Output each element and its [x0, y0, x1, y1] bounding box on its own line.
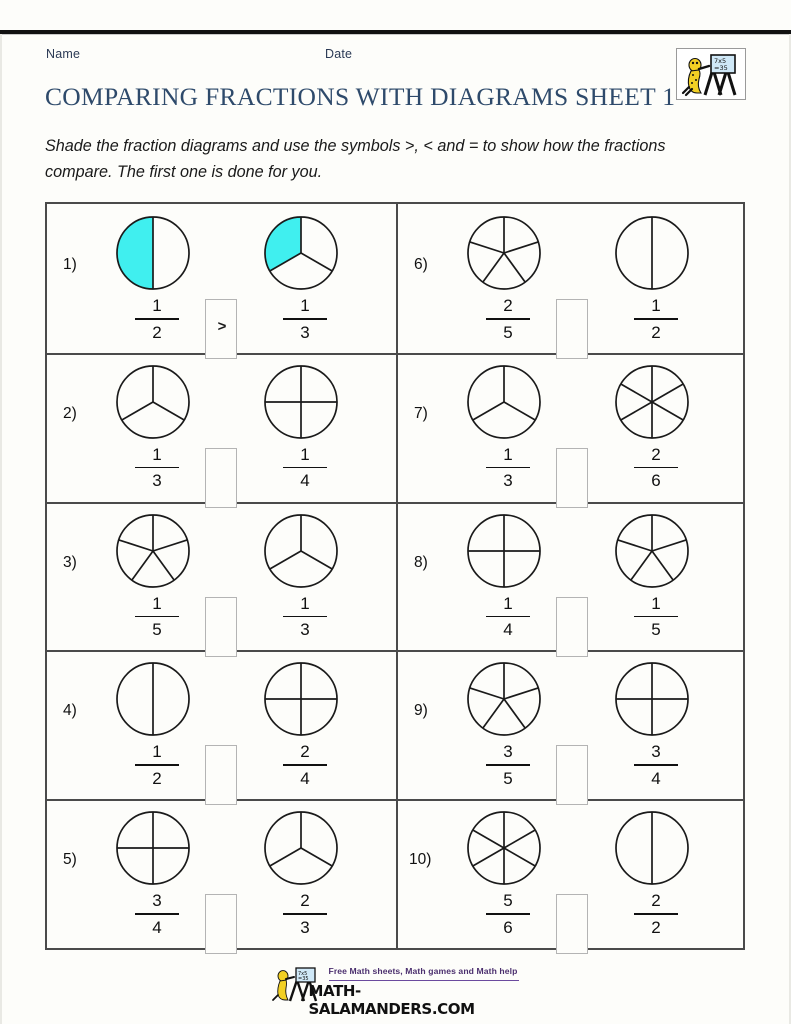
fraction-bar: [135, 913, 179, 915]
fraction-numerator: 3: [651, 742, 661, 762]
pie-chart-right[interactable]: [612, 362, 692, 442]
questions-grid: [45, 202, 745, 950]
question-cell: [398, 799, 747, 948]
fraction-label-left: [478, 892, 538, 936]
fraction-bar: [634, 764, 678, 766]
fraction-diagram-right[interactable]: [261, 511, 341, 596]
fraction-diagram-left[interactable]: [113, 659, 193, 744]
pie-chart-left[interactable]: [113, 362, 193, 442]
fraction-numerator: 2: [651, 891, 661, 911]
comparison-answer-box[interactable]: [205, 299, 237, 359]
pie-divider: [122, 402, 153, 420]
fraction-bar: [634, 467, 678, 469]
pie-divider: [301, 848, 332, 866]
fraction-denominator: 3: [503, 471, 513, 491]
fraction-diagram-right[interactable]: [261, 362, 341, 447]
pie-divider: [504, 848, 535, 866]
fraction-bar: [486, 467, 530, 469]
comparison-answer-box[interactable]: [556, 448, 588, 508]
fraction-label-left: [127, 892, 187, 936]
question-number: 6): [414, 256, 428, 273]
pie-chart-right[interactable]: [261, 362, 341, 442]
fraction-bar: [283, 616, 327, 618]
fraction-denominator: 3: [300, 917, 310, 937]
pie-divider: [473, 830, 504, 848]
fraction-numerator: 1: [152, 742, 162, 762]
fraction-numerator: 2: [503, 296, 513, 315]
fraction-label-left: [478, 743, 538, 787]
instructions-text: Shade the fraction diagrams and use the symbols >, < and = to show how the fractions compare. The first one is done for you.: [45, 137, 666, 182]
question-number: 5): [63, 851, 77, 869]
fraction-label-right: [626, 892, 686, 936]
fraction-bar: [283, 467, 327, 469]
fraction-bar: [634, 318, 678, 320]
pie-chart-right[interactable]: [261, 213, 341, 293]
fraction-numerator: 2: [300, 742, 310, 762]
fraction-label-left: [127, 446, 187, 490]
pie-divider: [473, 848, 504, 866]
fraction-label-left: [127, 743, 187, 787]
fraction-denominator: 5: [651, 620, 661, 640]
fraction-diagram-right[interactable]: [261, 808, 341, 893]
footer-tagline: Free Math sheets, Math games and Math help: [328, 966, 518, 976]
grid-row: [47, 204, 743, 353]
pie-chart-right[interactable]: [612, 808, 692, 888]
fraction-denominator: 4: [503, 620, 513, 640]
comparison-answer-box[interactable]: [205, 745, 237, 805]
footer: [0, 962, 791, 1018]
fraction-bar: [135, 764, 179, 766]
fraction-numerator: 1: [503, 593, 513, 613]
pie-divider: [270, 551, 301, 569]
question-number: 3): [63, 553, 77, 571]
fraction-diagram-left[interactable]: [113, 213, 193, 298]
question-number: 8): [414, 553, 428, 571]
fraction-diagram-left[interactable]: [464, 659, 544, 744]
fraction-denominator: 3: [300, 620, 310, 640]
fraction-bar: [486, 913, 530, 915]
pie-divider: [504, 253, 525, 282]
pie-divider: [270, 848, 301, 866]
fraction-diagram-left[interactable]: [113, 808, 193, 893]
fraction-label-right: [275, 892, 335, 936]
grid-row: [47, 353, 743, 502]
page-top-rule: [0, 30, 791, 35]
pie-divider: [119, 539, 153, 550]
question-cell: [47, 353, 396, 502]
fraction-numerator: 1: [651, 593, 661, 613]
fraction-bar: [634, 913, 678, 915]
svg-text:=35: =35: [714, 64, 728, 72]
fraction-denominator: 6: [651, 471, 661, 491]
fraction-label-right: [626, 297, 686, 341]
pie-divider: [473, 402, 504, 420]
fraction-bar: [486, 764, 530, 766]
question-cell: [398, 204, 747, 353]
page-left-edge: [0, 34, 2, 1024]
pie-chart-right[interactable]: [261, 511, 341, 591]
question-cell: [47, 204, 396, 353]
fraction-label-right: [626, 595, 686, 639]
pie-chart-right[interactable]: [612, 659, 692, 739]
pie-divider: [621, 402, 652, 420]
grid-row: [47, 502, 743, 651]
pie-chart-left[interactable]: [113, 213, 193, 293]
fraction-diagram-right[interactable]: [261, 659, 341, 744]
comparison-symbol: >: [217, 318, 227, 335]
pie-divider: [153, 539, 187, 550]
fraction-label-left: [478, 446, 538, 490]
pie-chart-left[interactable]: [464, 808, 544, 888]
question-number: 2): [63, 404, 77, 422]
fraction-diagram-right[interactable]: [261, 213, 341, 298]
fraction-denominator: 2: [651, 322, 661, 342]
svg-text:=35: =35: [297, 976, 309, 982]
comparison-answer-box[interactable]: [205, 894, 237, 954]
fraction-numerator: 1: [152, 296, 162, 315]
fraction-diagram-right[interactable]: [612, 213, 692, 298]
pie-divider: [504, 699, 525, 728]
fraction-numerator: 3: [152, 891, 162, 911]
pie-divider: [470, 688, 504, 699]
grid-row: [47, 650, 743, 799]
fraction-diagram-right[interactable]: [612, 511, 692, 596]
fraction-numerator: 2: [300, 891, 310, 911]
fraction-numerator: 1: [300, 444, 310, 464]
question-number: 4): [63, 702, 77, 720]
question-number: 9): [414, 702, 428, 720]
fraction-bar: [135, 616, 179, 618]
comparison-answer-box[interactable]: [205, 448, 237, 508]
fraction-numerator: 1: [152, 444, 162, 464]
pie-chart-left[interactable]: [464, 511, 544, 591]
pie-divider: [504, 688, 538, 699]
question-number: 1): [63, 256, 77, 273]
fraction-diagram-left[interactable]: [464, 511, 544, 596]
fraction-numerator: 1: [152, 593, 162, 613]
pie-chart-right[interactable]: [261, 808, 341, 888]
fraction-label-right: [275, 297, 335, 341]
question-cell: [398, 650, 747, 799]
pie-divider: [631, 551, 652, 580]
fraction-label-left: [478, 297, 538, 341]
fraction-numerator: 1: [651, 296, 661, 315]
fraction-numerator: 2: [651, 444, 661, 464]
fraction-diagram-left[interactable]: [113, 511, 193, 596]
question-cell: [47, 799, 396, 948]
footer-site-link[interactable]: MATH-SALAMANDERS.COM: [308, 982, 475, 1018]
fraction-label-right: [275, 446, 335, 490]
question-cell: [47, 502, 396, 651]
fraction-denominator: 4: [300, 768, 310, 788]
fraction-label-right: [275, 743, 335, 787]
name-label: Name: [46, 47, 81, 61]
fraction-diagram-right[interactable]: [612, 808, 692, 893]
pie-divider: [470, 242, 504, 253]
fraction-denominator: 2: [152, 322, 162, 342]
fraction-diagram-right[interactable]: [612, 362, 692, 447]
pie-divider: [483, 253, 504, 282]
salamander-teacher-icon: [677, 49, 745, 99]
fraction-denominator: 2: [152, 768, 162, 788]
fraction-denominator: 4: [651, 768, 661, 788]
fraction-diagram-left[interactable]: [464, 213, 544, 298]
pie-divider: [652, 402, 683, 420]
comparison-answer-box[interactable]: [205, 597, 237, 657]
pie-divider: [652, 539, 686, 550]
fraction-denominator: 2: [651, 917, 661, 937]
question-cell: [398, 502, 747, 651]
pie-divider: [621, 384, 652, 402]
pie-divider: [483, 699, 504, 728]
fraction-diagram-left[interactable]: [464, 362, 544, 447]
fraction-bar: [135, 318, 179, 320]
pie-divider: [652, 551, 673, 580]
pie-divider: [504, 402, 535, 420]
fraction-bar: [135, 467, 179, 469]
pie-divider: [301, 253, 332, 271]
page-title: COMPARING FRACTIONS WITH DIAGRAMS SHEET 1: [45, 82, 676, 111]
pie-chart-left[interactable]: [464, 362, 544, 442]
math-salamanders-logo: [676, 48, 746, 100]
fraction-denominator: 6: [503, 917, 513, 937]
fraction-bar: [283, 764, 327, 766]
fraction-label-left: [127, 297, 187, 341]
fraction-diagram-right[interactable]: [612, 659, 692, 744]
fraction-denominator: 3: [300, 322, 310, 342]
grid-row: [47, 799, 743, 948]
fraction-denominator: 4: [300, 471, 310, 491]
pie-divider: [132, 551, 153, 580]
fraction-denominator: 5: [152, 620, 162, 640]
fraction-numerator: 1: [300, 593, 310, 613]
pie-chart-left[interactable]: [113, 511, 193, 591]
fraction-numerator: 5: [503, 891, 513, 911]
fraction-bar: [283, 913, 327, 915]
fraction-diagram-left[interactable]: [464, 808, 544, 893]
fraction-diagram-left[interactable]: [113, 362, 193, 447]
fraction-bar: [634, 616, 678, 618]
fraction-denominator: 5: [503, 322, 513, 342]
fraction-label-right: [275, 595, 335, 639]
pie-chart-right[interactable]: [612, 511, 692, 591]
pie-chart-left[interactable]: [464, 659, 544, 739]
question-cell: [398, 353, 747, 502]
question-number: 7): [414, 404, 428, 422]
fraction-denominator: 4: [152, 917, 162, 937]
pie-shaded-sector: [117, 217, 153, 289]
pie-divider: [301, 551, 332, 569]
pie-divider: [504, 830, 535, 848]
svg-text:7x5: 7x5: [714, 57, 727, 65]
fraction-bar: [283, 318, 327, 320]
comparison-answer-box[interactable]: [556, 299, 588, 359]
svg-text:7x5: 7x5: [297, 971, 307, 977]
fraction-label-left: [127, 595, 187, 639]
pie-divider: [153, 402, 184, 420]
pie-chart-right[interactable]: [261, 659, 341, 739]
comparison-answer-box[interactable]: [556, 745, 588, 805]
fraction-label-right: [626, 743, 686, 787]
comparison-answer-box[interactable]: [556, 597, 588, 657]
question-number: 10): [409, 851, 432, 869]
fraction-denominator: 3: [152, 471, 162, 491]
fraction-numerator: 3: [503, 742, 513, 762]
pie-divider: [652, 384, 683, 402]
date-label: Date: [325, 47, 353, 61]
fraction-bar: [486, 318, 530, 320]
fraction-label-left: [478, 595, 538, 639]
pie-chart-left[interactable]: [464, 213, 544, 293]
pie-divider: [618, 539, 652, 550]
fraction-numerator: 1: [503, 444, 513, 464]
pie-chart-right[interactable]: [612, 213, 692, 293]
fraction-bar: [486, 616, 530, 618]
fraction-denominator: 5: [503, 768, 513, 788]
fraction-numerator: 1: [300, 296, 310, 315]
fraction-label-right: [626, 446, 686, 490]
pie-divider: [153, 551, 174, 580]
pie-divider: [504, 242, 538, 253]
question-cell: [47, 650, 396, 799]
comparison-answer-box[interactable]: [556, 894, 588, 954]
pie-chart-left[interactable]: [113, 808, 193, 888]
pie-chart-left[interactable]: [113, 659, 193, 739]
